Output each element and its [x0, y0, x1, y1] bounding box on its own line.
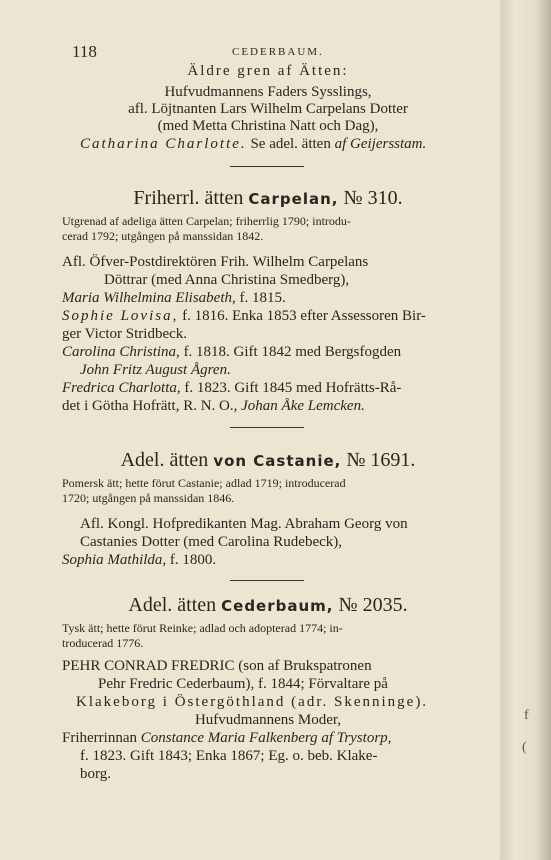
- text-line: afl. Löjtnanten Lars Wilhelm Carpelans Dotter: [128, 101, 408, 117]
- heading-text: Adel. ätten: [128, 594, 222, 616]
- section-heading: Äldre gren af Ätten:: [187, 63, 349, 79]
- adjacent-page-edge: [500, 0, 551, 860]
- family-name: Cederbaum,: [221, 597, 334, 615]
- divider: [230, 166, 304, 167]
- running-head: CEDERBAUM.: [232, 46, 324, 58]
- text-line: (med Metta Christina Natt och Dag),: [157, 118, 379, 134]
- name-italic: Fredrica Charlotta,: [62, 380, 181, 396]
- family-name: Carpelan,: [248, 190, 339, 208]
- name-italic: Sophia Mathilda,: [62, 552, 167, 568]
- text-line: Döttrar (med Anna Christina Smedberg),: [104, 272, 350, 288]
- text-line: [62, 729, 474, 747]
- divider: [230, 580, 304, 581]
- divider: [230, 427, 304, 428]
- text-span: f. 1816. Enka 1853 efter Assessoren Bir-: [178, 308, 426, 324]
- name-italic: Johan Åke Lemcken.: [241, 398, 365, 414]
- text-line: Afl. Kongl. Hofpredikanten Mag. Abraham Georg von: [80, 516, 408, 532]
- heading-number: № 2035.: [333, 594, 408, 616]
- text-line: Castanies Dotter (med Carolina Rudebeck),: [80, 534, 343, 550]
- text-line: John Fritz August Ågren.: [80, 362, 231, 378]
- section-heading: [62, 593, 474, 618]
- text-span: det i Götha Hofrätt, R. N. O.,: [62, 398, 242, 414]
- heading-text: Adel. ätten: [120, 449, 214, 471]
- text-span: Se adel. ätten: [246, 136, 335, 152]
- text-span: f. 1823. Gift 1845 med Hofrätts-Rå-: [180, 380, 402, 396]
- text-line: Tysk ätt; hette förut Reinke; adlad och adopterad 1774; in-: [62, 621, 343, 635]
- text-line: Hufvudmannens Faders Sysslings,: [164, 84, 372, 100]
- edge-mark: (: [522, 740, 527, 755]
- text-line: ger Victor Stridbeck.: [62, 326, 188, 342]
- text-line: Hufvudmannens Moder,: [194, 712, 342, 728]
- text-span: f. 1815.: [235, 290, 286, 306]
- heading-text: Friherrl. ätten: [133, 187, 249, 209]
- text-line: cerad 1792; utgången på manssidan 1842.: [62, 229, 264, 243]
- text-line: Klakeborg i Östergöthland (adr. Skenninge).: [76, 694, 429, 710]
- name-italic: af Geijersstam.: [334, 136, 427, 152]
- text-line: f. 1823. Gift 1843; Enka 1867; Eg. o. beb. Klake-: [80, 748, 378, 764]
- text-line: PEHR CONRAD FREDRIC (son af Brukspatronen: [62, 658, 372, 674]
- edge-mark: f: [524, 708, 529, 723]
- text-line: borg.: [80, 766, 111, 782]
- page-number: 118: [72, 42, 97, 61]
- name-italic: Catharina Charlotte.: [80, 136, 247, 152]
- text-line: Pomersk ätt; hette förut Castanie; adlad 1719; introducerad: [62, 476, 346, 490]
- text-line: Pehr Fredric Cederbaum), f. 1844; Förvaltare på: [98, 676, 388, 692]
- text-span: f. 1818. Gift 1842 med Bergsfogden: [179, 344, 402, 360]
- text-line: troducerad 1776.: [62, 636, 144, 650]
- name-italic: Constance Maria Falkenberg af Trystorp,: [140, 730, 392, 746]
- text-span: f. 1800.: [166, 552, 217, 568]
- text-line: [62, 379, 474, 397]
- text-line: [62, 289, 474, 307]
- text-line: [62, 551, 474, 569]
- name-italic: Maria Wilhelmina Elisabeth,: [62, 290, 236, 306]
- section-heading: [62, 448, 474, 473]
- text-line: Utgrenad af adeliga ätten Carpelan; friherrlig 1790; introdu-: [62, 214, 351, 228]
- name-italic: Carolina Christina,: [62, 344, 180, 360]
- text-line: [62, 397, 474, 415]
- heading-number: № 1691.: [341, 449, 416, 471]
- name-italic: Sophie Lovisa,: [62, 308, 179, 324]
- text-span: Friherrinnan: [62, 730, 141, 746]
- section-heading: [62, 186, 474, 211]
- text-line: [62, 343, 474, 361]
- text-line: [80, 135, 492, 153]
- heading-number: № 310.: [338, 187, 403, 209]
- text-line: Afl. Öfver-Postdirektören Frih. Wilhelm Carpelans: [62, 254, 369, 270]
- family-name: von Castanie,: [213, 452, 342, 470]
- text-line: [62, 307, 474, 325]
- text-line: 1720; utgången på manssidan 1846.: [62, 491, 235, 505]
